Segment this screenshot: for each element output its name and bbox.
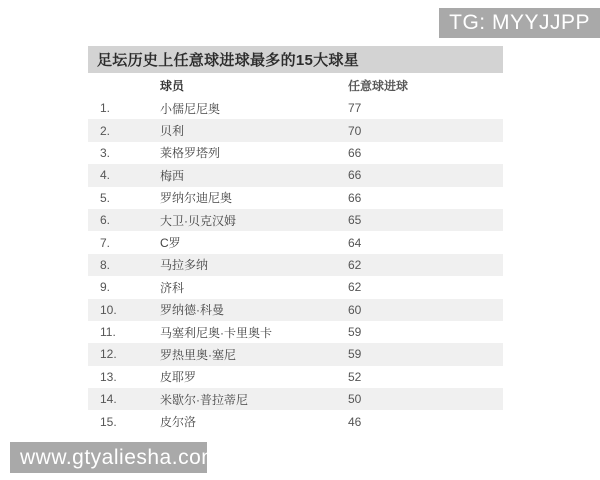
- table-title: 足坛历史上任意球进球最多的15大球星: [88, 46, 503, 73]
- rank-cell: 14.: [100, 392, 117, 407]
- table-row: [88, 187, 503, 209]
- table-row: [88, 254, 503, 276]
- player-cell: 皮尔洛: [160, 415, 197, 430]
- goals-cell: 46: [348, 414, 362, 429]
- table-row: [88, 321, 503, 343]
- rank-cell: 4.: [100, 168, 111, 183]
- column-header-goals: 任意球进球: [348, 78, 409, 93]
- goals-cell: 52: [348, 369, 362, 384]
- player-cell: 大卫·贝克汉姆: [160, 213, 236, 228]
- player-cell: 马塞利尼奥·卡里奥卡: [160, 325, 272, 340]
- rank-cell: 3.: [100, 145, 111, 160]
- player-cell: 罗热里奥·塞尼: [160, 347, 236, 362]
- goals-cell: 77: [348, 101, 362, 116]
- rank-cell: 6.: [100, 213, 111, 228]
- rank-cell: 10.: [100, 302, 117, 317]
- player-cell: 济科: [160, 280, 185, 295]
- player-cell: 梅西: [160, 168, 185, 183]
- player-cell: 莱格罗塔列: [160, 146, 221, 161]
- player-cell: C罗: [160, 236, 181, 251]
- goals-cell: 60: [348, 302, 362, 317]
- rank-cell: 13.: [100, 369, 117, 384]
- table-row: [88, 343, 503, 365]
- goals-cell: 62: [348, 280, 362, 295]
- goals-cell: 50: [348, 392, 362, 407]
- rank-cell: 12.: [100, 347, 117, 362]
- rank-cell: 8.: [100, 257, 111, 272]
- rank-cell: 7.: [100, 235, 111, 250]
- player-cell: 罗纳德·科曼: [160, 303, 224, 318]
- table-row: [88, 209, 503, 231]
- watermark-telegram: TG: MYYJJPP: [439, 8, 600, 38]
- player-cell: 贝利: [160, 124, 185, 139]
- goals-cell: 66: [348, 190, 362, 205]
- table-row: [88, 142, 503, 164]
- table-row: [88, 119, 503, 141]
- rank-cell: 5.: [100, 190, 111, 205]
- watermark-website: www.gtyaliesha.com: [10, 442, 207, 473]
- goals-cell: 70: [348, 123, 362, 138]
- goals-cell: 59: [348, 347, 362, 362]
- table-header-row: [88, 73, 503, 97]
- table-row: [88, 231, 503, 253]
- rank-cell: 15.: [100, 414, 117, 429]
- player-cell: 罗纳尔迪尼奥: [160, 191, 233, 206]
- table-row: [88, 97, 503, 119]
- goals-cell: 66: [348, 145, 362, 160]
- player-cell: 小儒尼尼奥: [160, 101, 221, 116]
- player-cell: 马拉多纳: [160, 258, 209, 273]
- column-header-player: 球员: [160, 78, 185, 93]
- table-row: [88, 164, 503, 186]
- table-row: [88, 276, 503, 298]
- rank-cell: 2.: [100, 123, 111, 138]
- goals-cell: 59: [348, 325, 362, 340]
- table-row: [88, 299, 503, 321]
- rank-cell: 11.: [100, 325, 116, 340]
- player-cell: 皮耶罗: [160, 370, 197, 385]
- table-row: [88, 388, 503, 410]
- goals-cell: 62: [348, 257, 362, 272]
- rank-cell: 1.: [100, 101, 111, 116]
- goals-cell: 66: [348, 168, 362, 183]
- player-cell: 米歇尔·普拉蒂尼: [160, 392, 248, 407]
- rank-cell: 9.: [100, 280, 111, 295]
- table-body: [88, 97, 503, 433]
- table-row: [88, 366, 503, 388]
- goals-cell: 65: [348, 213, 362, 228]
- goals-cell: 64: [348, 235, 362, 250]
- free-kick-ranking-table: [88, 46, 503, 433]
- table-row: [88, 410, 503, 432]
